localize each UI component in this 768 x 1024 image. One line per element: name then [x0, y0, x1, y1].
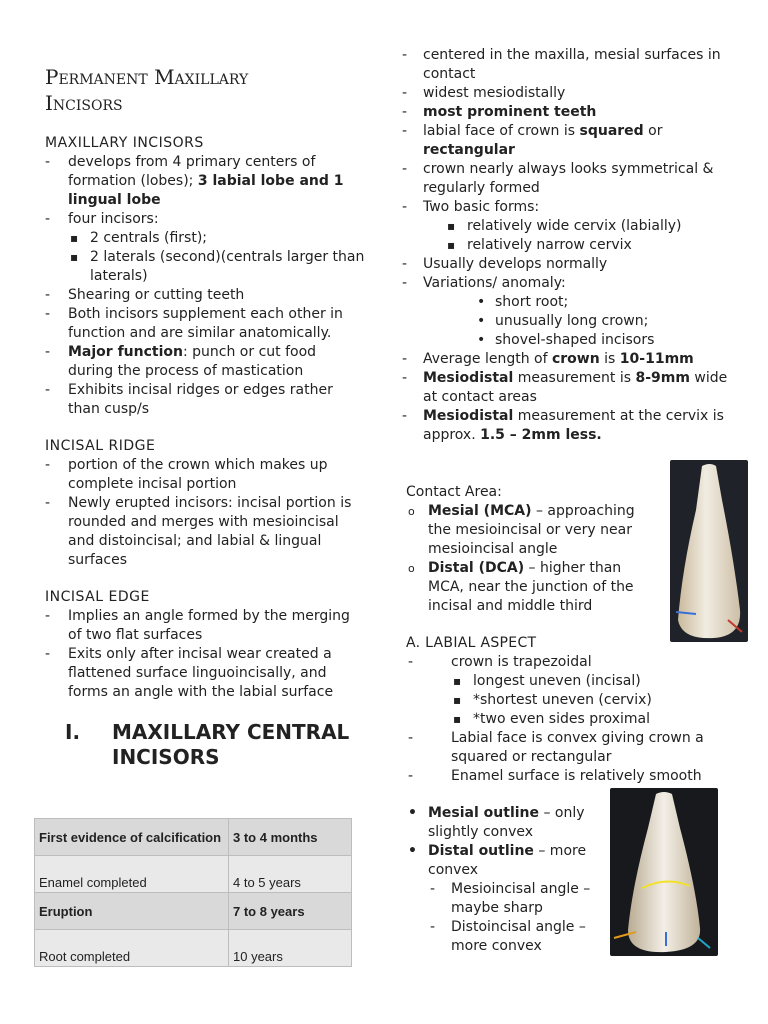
contact-area — [400, 483, 660, 616]
list-item: o Distal (DCA) – higher than MCA, near the junction of the incisal and middle third — [406, 559, 660, 616]
list-item: ▪ *two even sides proximal — [451, 710, 745, 729]
section-heading: INCISAL EDGE — [45, 589, 150, 605]
page-title: Permanent Maxillary Incisors — [45, 65, 249, 115]
list-item: ▪ longest uneven (incisal) — [451, 672, 745, 691]
list-item: - centered in the maxilla, mesial surfaces in contact — [400, 46, 745, 84]
bullet-list — [406, 804, 600, 956]
list-item: ▪ *shortest uneven (cervix) — [451, 691, 745, 710]
bullet-list — [400, 46, 745, 445]
table-row — [35, 893, 352, 930]
table-cell: 4 to 5 years — [229, 856, 352, 893]
sub-list — [473, 293, 745, 350]
list-item: - Both incisors supplement each other in function and are similar anatomically. — [23, 305, 365, 343]
table-cell: First evidence of calcification — [35, 819, 229, 856]
list-item: - Average length of crown is 10-11mm — [400, 350, 745, 369]
list-item: o Mesial (MCA) – approaching the mesioincisal or very near mesioincisal angle — [406, 502, 660, 559]
tooth-photo-contact-area — [670, 460, 748, 642]
contact-heading: Contact Area: — [406, 484, 502, 500]
list-item: - Variations/ anomaly: • short root; • unusually long crown; • shovel-shaped incisors — [400, 274, 745, 350]
list-item: - Usually develops normally — [400, 255, 745, 274]
section-heading: A. LABIAL ASPECT — [406, 635, 537, 651]
list-item: - Two basic forms: ▪ relatively wide cervix (labially) ▪ relatively narrow cervix — [400, 198, 745, 255]
tooth-photo-labial-outline — [610, 788, 718, 956]
contact-list — [406, 502, 660, 616]
sub-list — [68, 229, 365, 286]
table-cell: 10 years — [229, 930, 352, 967]
tooth-illustration — [610, 788, 718, 956]
list-item: - Exhibits incisal ridges or edges rather than cusp/s — [23, 381, 365, 419]
list-item: ▪ 2 laterals (second)(centrals larger than laterals) — [68, 248, 365, 286]
list-item: - develops from 4 primary centers of formation (lobes); 3 labial lobe and 1 lingual lobe — [23, 153, 365, 210]
list-item: ▪ relatively wide cervix (labially) — [445, 217, 745, 236]
table-cell: 3 to 4 months — [229, 819, 352, 856]
section-title: I. MAXILLARY CENTRAL INCISORS — [65, 720, 350, 769]
incisal-edge-section — [45, 588, 365, 702]
table-cell: Enamel completed — [35, 856, 229, 893]
list-item: ▪ 2 centrals (first); — [68, 229, 365, 248]
table-cell: Root completed — [35, 930, 229, 967]
bullet-list — [23, 607, 365, 702]
outline-section — [400, 804, 600, 956]
list-item: - Mesioincisal angle – maybe sharp — [428, 880, 600, 918]
list-item: • shovel-shaped incisors — [473, 331, 745, 350]
list-item: - Shearing or cutting teeth — [23, 286, 365, 305]
list-item: - Implies an angle formed by the merging of two flat surfaces — [23, 607, 365, 645]
incisal-ridge-section — [45, 437, 365, 570]
list-item: - Major function: punch or cut food during the process of mastication — [23, 343, 365, 381]
sub-list — [445, 217, 745, 255]
list-item: • Mesial outline – only slightly convex — [406, 804, 600, 842]
table-row — [35, 819, 352, 856]
list-item: - Mesiodistal measurement at the cervix is approx. 1.5 – 2mm less. — [400, 407, 745, 445]
list-item: - four incisors: ▪ 2 centrals (first); ▪ 2 laterals (second)(centrals larger than laterals) — [23, 210, 365, 286]
list-item: ▪ relatively narrow cervix — [445, 236, 745, 255]
tooth-illustration — [670, 460, 748, 642]
list-item: • Distal outline – more convex - Mesioincisal angle – maybe sharp - Distoincisal angle – more convex — [406, 842, 600, 956]
sub-list — [428, 880, 600, 956]
maxillary-incisors-section — [45, 134, 365, 419]
table-row — [35, 856, 352, 893]
list-item: - crown nearly always looks symmetrical & regularly formed — [400, 160, 745, 198]
list-item: - Distoincisal angle – more convex — [428, 918, 600, 956]
list-item: - portion of the crown which makes up complete incisal portion — [23, 456, 365, 494]
list-item: - Exits only after incisal wear created a flattened surface linguoincisally, and forms an angle with the labial surface — [23, 645, 365, 702]
list-item: - Enamel surface is relatively smooth — [406, 767, 745, 786]
calcification-table — [34, 818, 352, 967]
section-heading: MAXILLARY INCISORS — [45, 135, 204, 151]
list-item: - labial face of crown is squared or rectangular — [400, 122, 745, 160]
table-cell: 7 to 8 years — [229, 893, 352, 930]
list-item: • short root; — [473, 293, 745, 312]
bullet-list — [23, 153, 365, 419]
table-row — [35, 930, 352, 967]
list-item: - Mesiodistal measurement is 8-9mm wide at contact areas — [400, 369, 745, 407]
list-item: - Labial face is convex giving crown a squared or rectangular — [406, 729, 745, 767]
list-item: - widest mesiodistally — [400, 84, 745, 103]
section-heading: INCISAL RIDGE — [45, 438, 156, 454]
bullet-list — [23, 456, 365, 570]
left-column — [45, 64, 365, 780]
bullet-list — [406, 653, 745, 786]
list-item: • unusually long crown; — [473, 312, 745, 331]
list-item: - Newly erupted incisors: incisal portion is rounded and merges with mesioincisal and distoincisal; and labial & lingual surfaces — [23, 494, 365, 570]
table-cell: Eruption — [35, 893, 229, 930]
distal-marker — [698, 938, 710, 948]
sub-list — [451, 672, 745, 729]
list-item: - most prominent teeth — [400, 103, 745, 122]
labial-aspect — [400, 634, 745, 786]
list-item: - crown is trapezoidal ▪ longest uneven (incisal) ▪ *shortest uneven (cervix) ▪ *two even sides proximal — [406, 653, 745, 729]
